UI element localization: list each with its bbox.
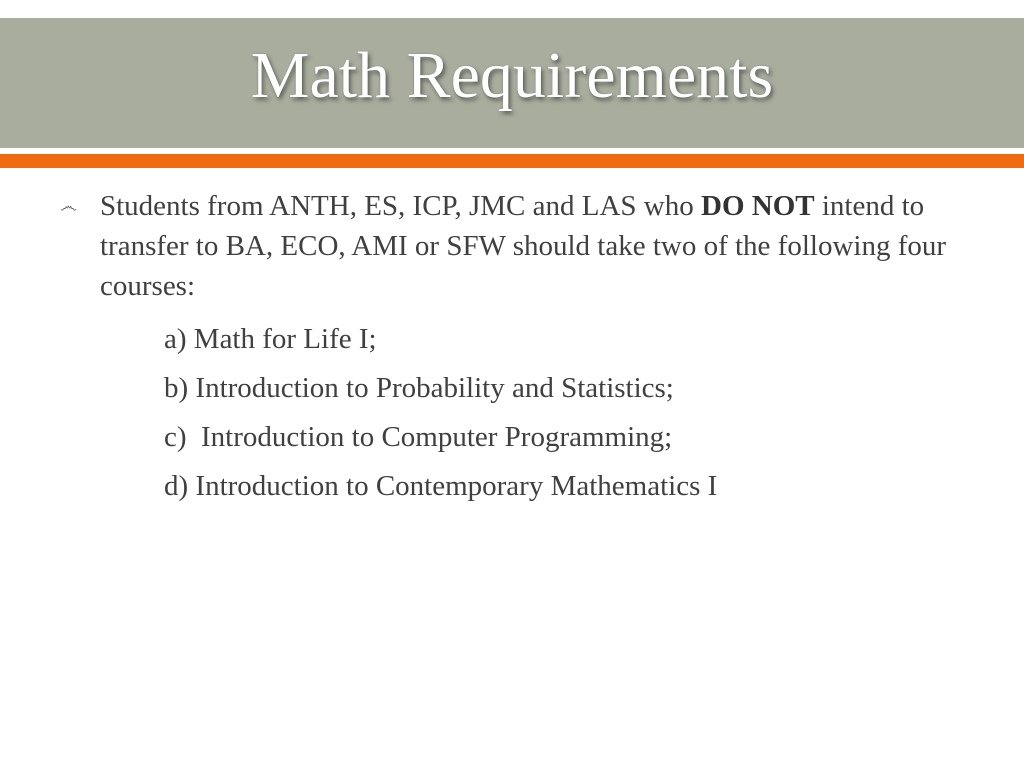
- course-item: d) Introduction to Contemporary Mathematics I: [164, 470, 718, 502]
- course-list: [164, 315, 990, 511]
- slide-title: Math Requirements: [250, 39, 774, 112]
- slide-body: [60, 186, 990, 511]
- course-item: c) Introduction to Computer Programming;: [164, 421, 673, 453]
- title-band: [0, 18, 1024, 148]
- bullet-text-before: Students from ANTH, ES, ICP, JMC and LAS who: [100, 190, 701, 222]
- course-item: b) Introduction to Probability and Statistics;: [164, 372, 674, 404]
- course-item: a) Math for Life I;: [164, 323, 377, 355]
- bullet-text: [100, 186, 990, 306]
- script-loop-bullet-icon: ෴: [60, 196, 78, 216]
- bullet-item: [60, 186, 990, 306]
- bullet-text-after: intend to transfer to BA, ECO, AMI or SFW should take two of the following four courses:: [100, 190, 947, 302]
- bullet-emphasis: DO NOT: [701, 190, 815, 222]
- accent-rule: [0, 154, 1024, 168]
